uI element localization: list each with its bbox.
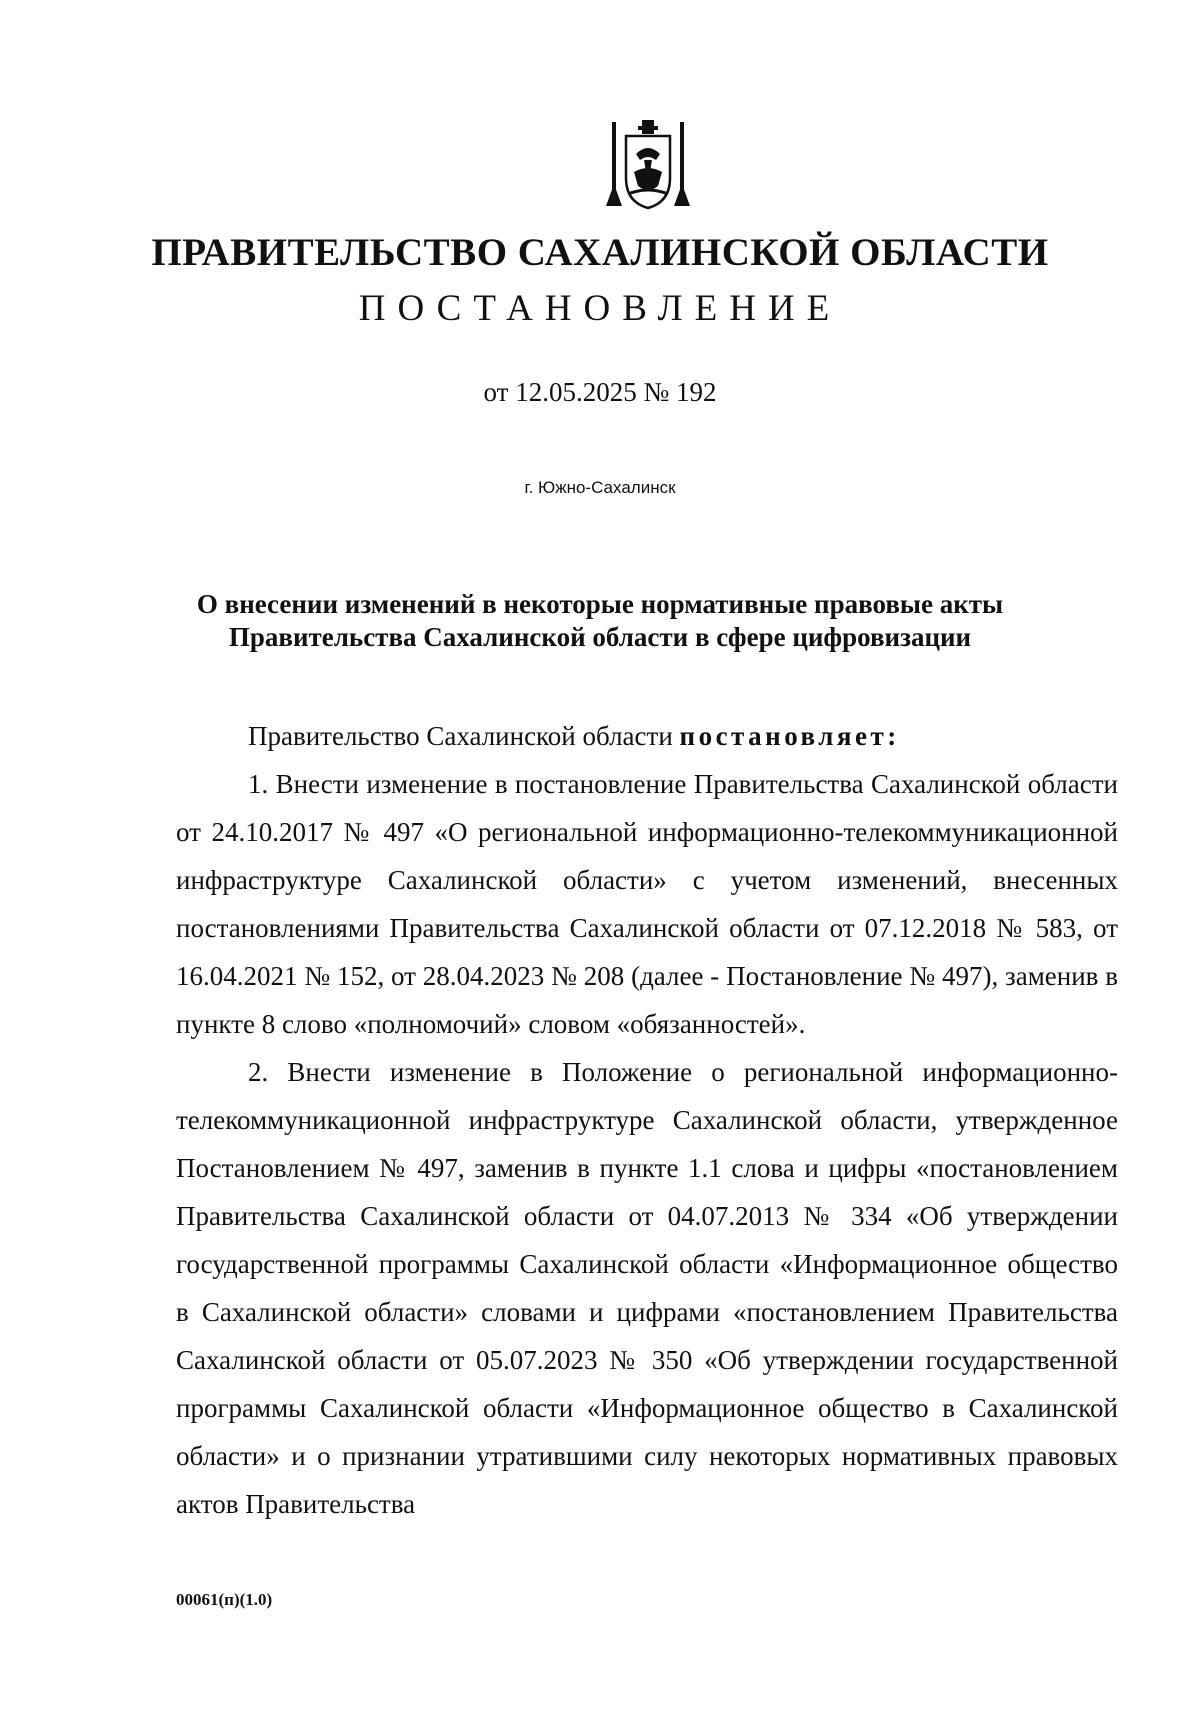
paragraph-1: 1. Внести изменение в постановление Правительства Сахалинской области от 24.10.2017 № 497 «О региональной информационно-телекоммуникационной инфраструктуре Сахалинской области» с учетом изменений, внесенных постановлениями Правительства Сахалинской области от 07.12.2018 № 583, от 16.04.2021 № 152, от 28.04.2023 № 208 (далее - Постановление № 497), заменив в пункте 8 слово «полномочий» словом «обязанностей». [176, 769, 1118, 1039]
subject-line-1: О внесении изменений в некоторые нормативные правовые акты [196, 589, 1004, 619]
document-city: г. Южно-Сахалинск [524, 478, 676, 497]
government-title: ПРАВИТЕЛЬСТВО САХАЛИНСКОЙ ОБЛАСТИ [151, 231, 1049, 274]
document-type: ПОСТАНОВЛЕНИЕ [358, 288, 842, 329]
document-date-number: от 12.05.2025 № 192 [483, 377, 717, 407]
intro-text: Правительство Сахалинской области [248, 721, 680, 751]
paragraph-2: 2. Внести изменение в Положение о региональной информационно-телекоммуникационной инфраструктуре Сахалинской области, утвержденное Постановлением № 497, заменив в пункте 1.1 слова и цифры «постановлением Правительства Сахалинской области от 04.07.2013 № 334 «Об утверждении государственной программы Сахалинской области «Информационное общество в Сахалинской области» словами и цифрами «постановлением Правительства Сахалинской области от 05.07.2023 № 350 «Об утверждении государственной программы Сахалинской области «Информационное общество в Сахалинской области» и о признании утратившими силу некоторых нормативных правовых актов Правительства [176, 1057, 1118, 1519]
subject-line-2: Правительства Сахалинской области в сфере цифровизации [228, 622, 972, 652]
form-code: 00061(п)(1.0) [176, 1590, 273, 1609]
coat-of-arms-icon [598, 114, 698, 214]
document-body [176, 712, 1118, 1528]
intro-keyword: постановляет: [679, 721, 900, 751]
intro-paragraph [176, 712, 1118, 760]
document-subject [0, 588, 1200, 654]
